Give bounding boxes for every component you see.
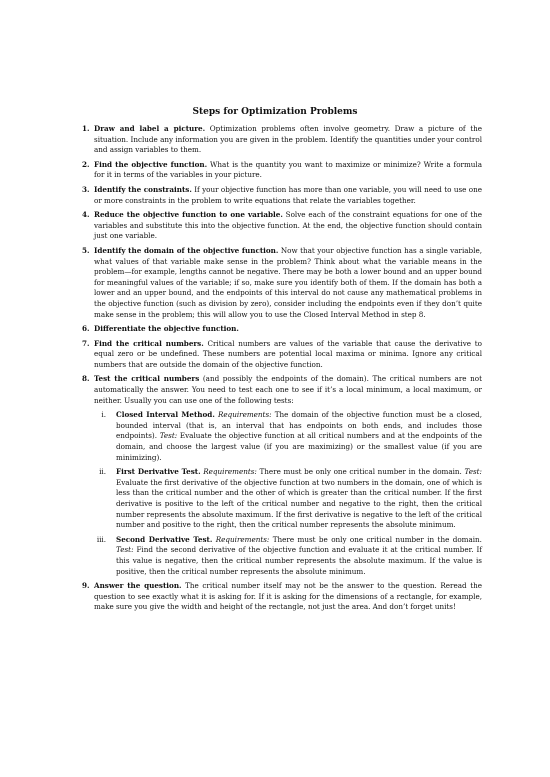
test-label: Test: [159,431,178,441]
step-item [82,124,482,156]
requirements-text: There must be only one critical number in the domain. [259,467,462,477]
test-text: Find the second derivative of the objective function and evaluate it at the critical number. If this value is negative, then the critical number represents the absolute maximum. If the value is positive, then the critical number represents the absolute minimum. [116,545,482,576]
step-heading: Test the critical numbers [94,374,200,384]
test-number: i. [101,410,106,420]
step-body: What is the quantity you want to maximize or minimize? Write a formula for it in terms of the variables in your picture. [94,159,482,180]
test-number: iii. [96,534,106,544]
step-heading: Answer the question. [94,581,182,591]
step-number: 7. [82,338,90,348]
test-label: Test: [464,467,482,477]
step-number: 8. [82,374,90,384]
step-heading: Find the objective function. [94,159,208,169]
requirements-label: Requirements: [217,410,272,420]
step-heading: Draw and label a picture. [94,124,206,133]
step-body: Optimization problems often involve geometry. Draw a picture of the situation. Include any information you are given in the problem. Identify the quantities under your control and assign variables to them. [94,124,482,155]
requirements-text: There must be only one critical number in the domain. [272,534,482,544]
requirements-label: Requirements: [203,467,257,477]
step-body: Critical numbers are values of the variable that cause the derivative to equal zero or be undefined. These numbers are potential local maxima or minima. Ignore any critical numbers that are outside the domain of the objective function. [94,338,482,369]
test-heading: First Derivative Test. [116,467,201,477]
step-heading: Reduce the objective function to one variable. [94,210,283,220]
step-body: If your objective function has more than one variable, you will need to use one or more constraints in the problem to write equations that relate the variables together. [94,184,482,205]
step-item [82,210,482,242]
step-number: 6. [82,324,90,334]
test-number: ii. [99,467,106,477]
step-body: (and possibly the endpoints of the domain). The critical numbers are not automatically the answer. You need to test each one to see if it’s a local minimum, a local maximum, or neither. Usually you can use one of the following tests: [94,374,482,405]
test-item [94,410,482,463]
test-item [94,467,482,531]
test-heading: Closed Interval Method. [116,410,215,420]
step-item [82,339,482,371]
page-title: Steps for Optimization Problems [192,107,358,117]
step-item [82,324,482,335]
step-number: 2. [82,159,90,169]
step-heading: Differentiate the objective function. [94,324,239,334]
step-number: 3. [82,184,90,194]
step-body: The critical number itself may not be the answer to the question. Reread the question to see exactly what it is asking for. If it is asking for the dimensions of a rectangle, for example, make sure you give the width and height of the rectangle, not just the area. And don’t forget units! [94,581,482,612]
tests-list [94,410,482,577]
step-item [82,246,482,320]
step-number: 1. [82,124,90,133]
step-body: Now that your objective function has a single variable, what values of that variable make sense in the problem? Think about what the variable means in the problem—for example, lengths cannot be negative. There may be both a lower bound and an upper bound for meaningful values of the variable; if so, make sure you identify both of them. If the domain has both a lower and an upper bound, and the endpoints of this interval do not cause any mathematical problems in the objective function (such as division by zero), consider including the endpoints even if they don’t quite make sense in the problem; this will allow you to use the Closed Interval Method in step 8. [94,245,482,319]
step-heading: Find the critical numbers. [94,338,204,348]
step-number: 5. [82,245,90,255]
requirements-label: Requirements: [215,534,270,544]
step-item [82,160,482,181]
step-body: Solve each of the constraint equations for one of the variables and substitute this into the objective function. At the end, the objective function should contain just one variable. [94,210,482,241]
step-heading: Identify the constraints. [94,184,192,194]
test-text: Evaluate the objective function at all critical numbers and at the endpoints of the domain, and choose the largest value (if you are maximizing) or the smallest value (if you are minimizing). [116,431,482,462]
step-number: 4. [82,210,90,220]
step-number: 9. [82,581,90,591]
steps-list [82,124,482,617]
step-item [82,185,482,206]
test-label: Test: [116,545,134,555]
test-item [94,535,482,577]
test-text: Evaluate the first derivative of the objective function at two numbers in the domain, one of which is less than the critical number and the other of which is greater than the critical number. If the first derivative is positive to the left of the critical number and negative to the right, then the critical number represents the absolute maximum. If the first derivative is negative to the left of the critical number and positive to the right, then the critical number represents the absolute minimum. [116,477,482,530]
step-heading: Identify the domain of the objective function. [94,245,279,255]
step-item [82,374,482,577]
test-heading: Second Derivative Test. [116,534,213,544]
requirements-text: The domain of the objective function must be a closed, bounded interval (that is, an interval that has endpoints on both ends, and includes those endpoints). [116,410,482,441]
step-item [82,581,482,613]
